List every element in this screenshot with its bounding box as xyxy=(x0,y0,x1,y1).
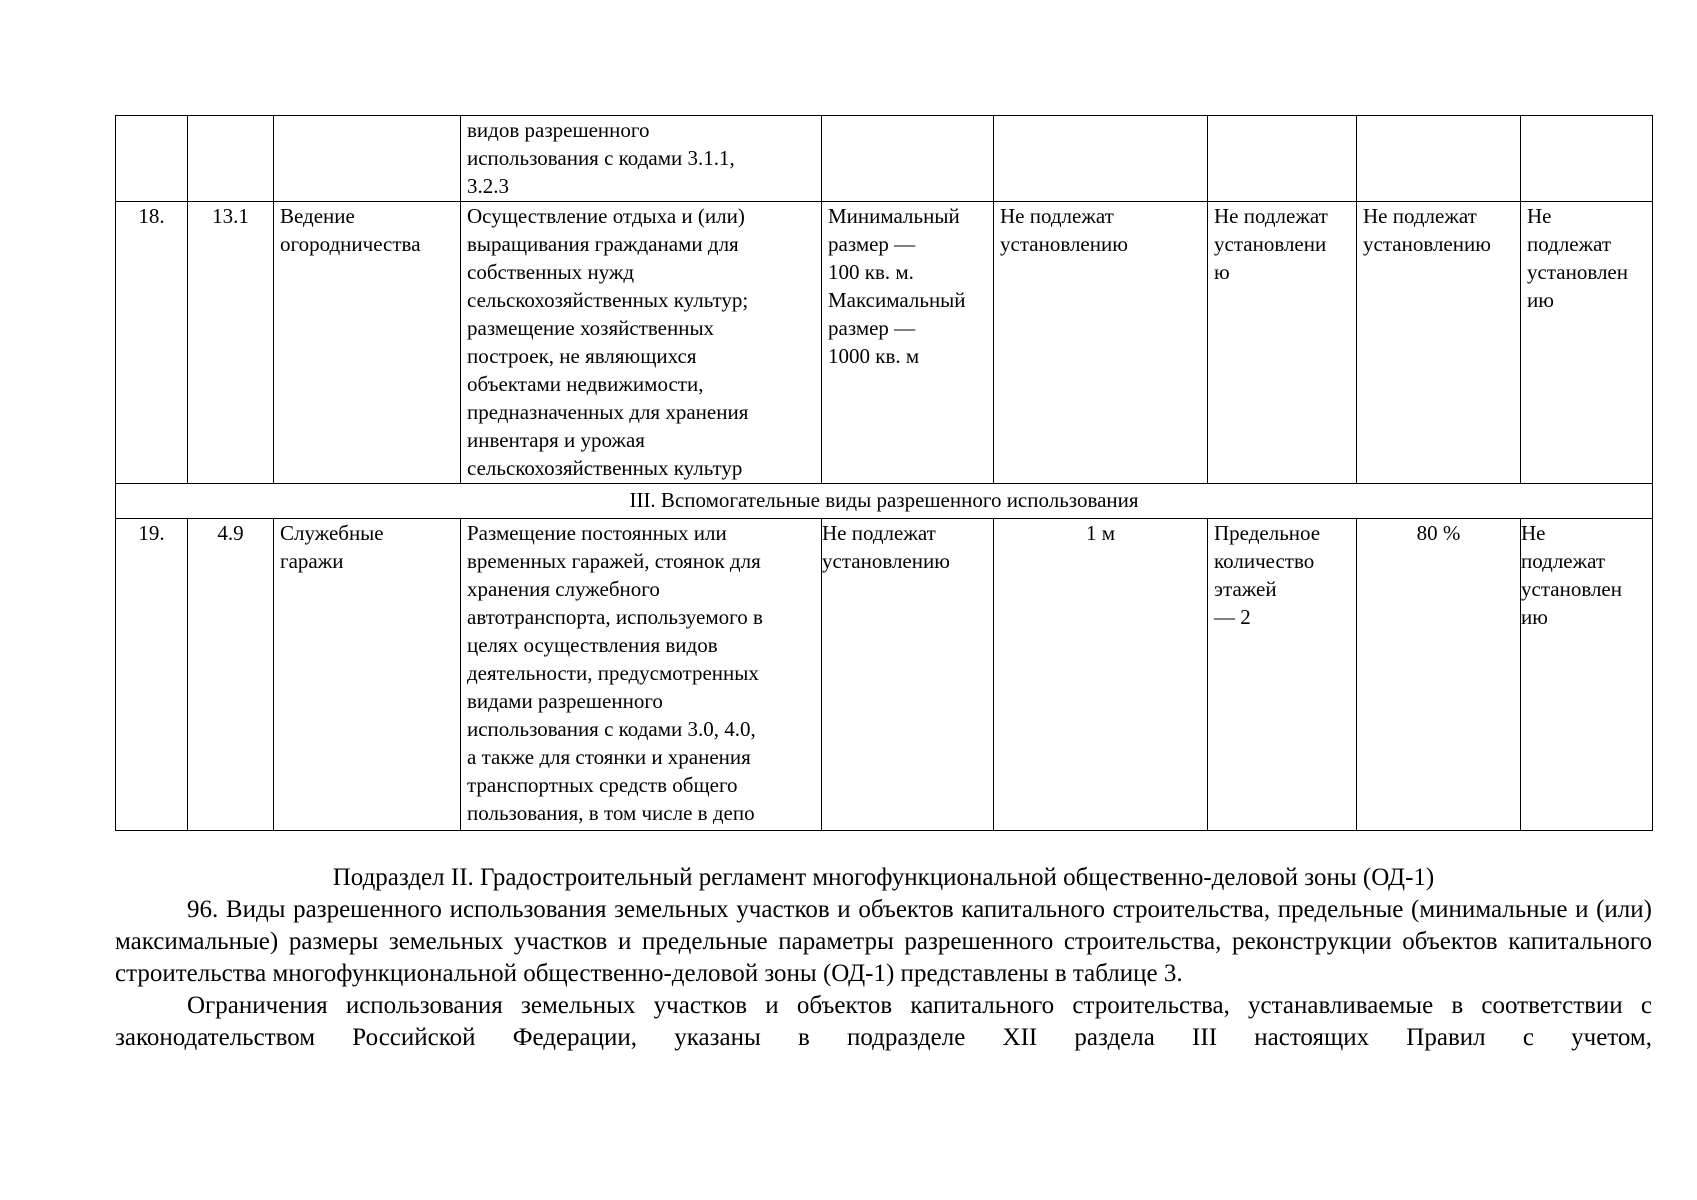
table-row-19 xyxy=(116,519,1653,831)
cell-empty xyxy=(116,116,188,202)
section-header: III. Вспомогательные виды разрешенного использования xyxy=(116,484,1653,519)
regulation-table xyxy=(115,115,1653,831)
cell-empty xyxy=(1521,116,1653,202)
cell-code: 4.9 xyxy=(188,519,274,831)
cell-code: 13.1 xyxy=(188,202,274,484)
cell-setback: Не подлежат установлению xyxy=(994,202,1208,484)
cell-other: Не подлежат установлен ию xyxy=(1521,202,1653,484)
cell-empty xyxy=(188,116,274,202)
cell-floors: Предельное количество этажей — 2 xyxy=(1208,519,1357,831)
table-row-18 xyxy=(116,202,1653,484)
paragraph-96: 96. Виды разрешенного использования земельных участков и объектов капитального строительства, предельные (минимальные и (или) максимальные) размеры земельных участков и предельные параметры разрешенного строительства, реконструкции объектов капитального строительства многофункциональной общественно-деловой зоны (ОД-1) представлены в таблице 3. xyxy=(115,896,1652,987)
cell-empty xyxy=(274,116,461,202)
table-row-continuation xyxy=(116,116,1653,202)
cell-floors: Не подлежат установлени ю xyxy=(1208,202,1357,484)
cell-number: 18. xyxy=(116,202,188,484)
cell-plot-size: Не подлежат установлению xyxy=(822,519,994,831)
cell-description: Осуществление отдыха и (или) выращивания гражданами для собственных нужд сельскохозяйственных культур; размещение хозяйственных построек, не являющихся объектами недвижимости, предназначенных для хранения инвентаря и урожая сельскохозяйственных культур xyxy=(461,202,822,484)
cell-use-name: Ведение огородничества xyxy=(274,202,461,484)
cell-coverage: 80 % xyxy=(1357,519,1521,831)
cell-coverage: Не подлежат установлению xyxy=(1357,202,1521,484)
cell-description: Размещение постоянных или временных гаражей, стоянок для хранения служебного автотранспорта, используемого в целях осуществления видов деятельности, предусмотренных видами разрешенного использования с кодами 3.0, 4.0, а также для стоянки и хранения транспортных средств общего пользования, в том числе в депо xyxy=(461,519,822,831)
cell-setback: 1 м xyxy=(994,519,1208,831)
cell-use-name: Служебные гаражи xyxy=(274,519,461,831)
paragraph-limits: Ограничения использования земельных участков и объектов капитального строительства, устанавливаемые в соответствии с законодательством Российской Федерации, указаны в подразделе XII раздела III настоящих Правил с учетом, xyxy=(115,992,1652,1051)
cell-empty xyxy=(822,116,994,202)
cell-description: видов разрешенного использования с кодами 3.1.1, 3.2.3 xyxy=(461,116,822,202)
cell-empty xyxy=(1208,116,1357,202)
body-text xyxy=(115,862,1652,1054)
cell-plot-size: Минимальный размер — 100 кв. м. Максимальный размер — 1000 кв. м xyxy=(822,202,994,484)
cell-number: 19. xyxy=(116,519,188,831)
table-section-row xyxy=(116,484,1653,519)
subsection-title: Подраздел II. Градостроительный регламент многофункциональной общественно-деловой зоны (ОД-1) xyxy=(332,864,1435,891)
cell-empty xyxy=(994,116,1208,202)
cell-empty xyxy=(1357,116,1521,202)
cell-other: Не подлежат установлен ию xyxy=(1521,519,1653,831)
